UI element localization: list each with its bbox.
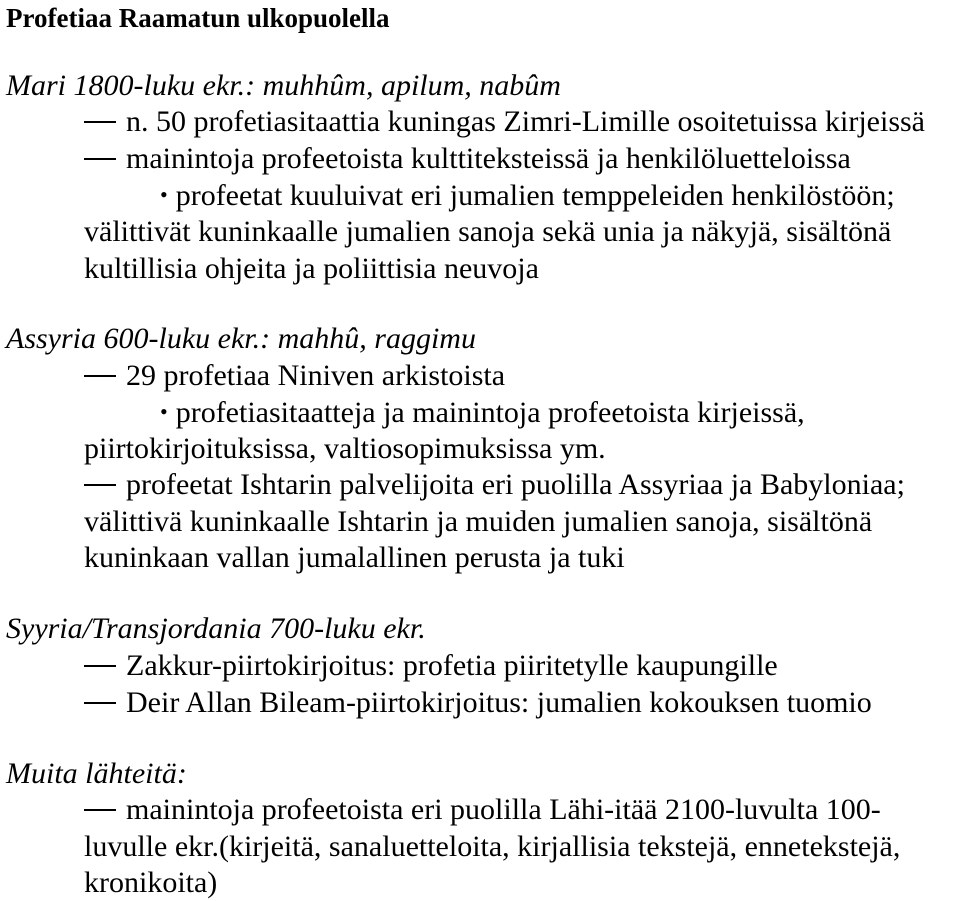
section-heading-mari: Mari 1800-luku ekr.: muhhûm, apilum, nabûm bbox=[6, 69, 561, 102]
list-item: • profetiasitaatteja ja mainintoja profeetoista kirjeissä, bbox=[160, 396, 805, 429]
section-heading-assyria: Assyria 600-luku ekr.: mahhû, raggimu bbox=[6, 322, 476, 355]
dash-icon bbox=[84, 158, 116, 160]
dash-icon bbox=[84, 375, 116, 377]
list-item: Zakkur-piirtokirjoitus: profetia piiritetylle kaupungille bbox=[84, 648, 778, 684]
list-item-continuation: piirtokirjoituksissa, valtiosopimuksissa ym. bbox=[84, 432, 606, 465]
dash-icon bbox=[84, 702, 116, 704]
dash-icon bbox=[84, 665, 116, 667]
list-item: mainintoja profeetoista kulttiteksteissä ja henkilöluetteloissa bbox=[84, 141, 851, 177]
list-item-continuation: kuninkaan vallan jumalallinen perusta ja tuki bbox=[84, 541, 625, 574]
dash-icon bbox=[84, 809, 116, 811]
list-item: • profeetat kuuluivat eri jumalien temppeleiden henkilöstöön; bbox=[160, 179, 895, 212]
section-heading-syria: Syyria/Transjordania 700-luku ekr. bbox=[6, 612, 426, 645]
list-item-continuation: välittivät kuninkaalle jumalien sanoja sekä unia ja näkyjä, sisältönä bbox=[84, 215, 892, 248]
page-title: Profetiaa Raamatun ulkopuolella bbox=[6, 3, 390, 33]
list-item-continuation: luvulle ekr.(kirjeitä, sanaluetteloita, kirjallisia tekstejä, ennetekstejä, bbox=[84, 830, 901, 863]
list-item: n. 50 profetiasitaattia kuningas Zimri-Limille osoitetuissa kirjeissä bbox=[84, 104, 925, 140]
list-item: Deir Allan Bileam-piirtokirjoitus: jumalien kokouksen tuomio bbox=[84, 685, 872, 721]
dash-icon bbox=[84, 121, 116, 123]
list-item-continuation: kronikoita) bbox=[84, 866, 218, 899]
bullet-icon: • bbox=[160, 182, 168, 207]
bullet-icon: • bbox=[160, 399, 168, 424]
dash-icon bbox=[84, 484, 116, 486]
list-item: mainintoja profeetoista eri puolilla Lähi-itää 2100-luvulta 100- bbox=[84, 792, 881, 828]
list-item-continuation: kultillisia ohjeita ja poliittisia neuvoja bbox=[84, 252, 539, 285]
list-item: 29 profetiaa Niniven arkistoista bbox=[84, 358, 505, 394]
list-item: profeetat Ishtarin palvelijoita eri puolilla Assyriaa ja Babyloniaa; bbox=[84, 467, 905, 503]
section-heading-other-sources: Muita lähteitä: bbox=[6, 757, 187, 790]
list-item-continuation: välittivä kuninkaalle Ishtarin ja muiden jumalien sanoja, sisältönä bbox=[84, 505, 873, 538]
